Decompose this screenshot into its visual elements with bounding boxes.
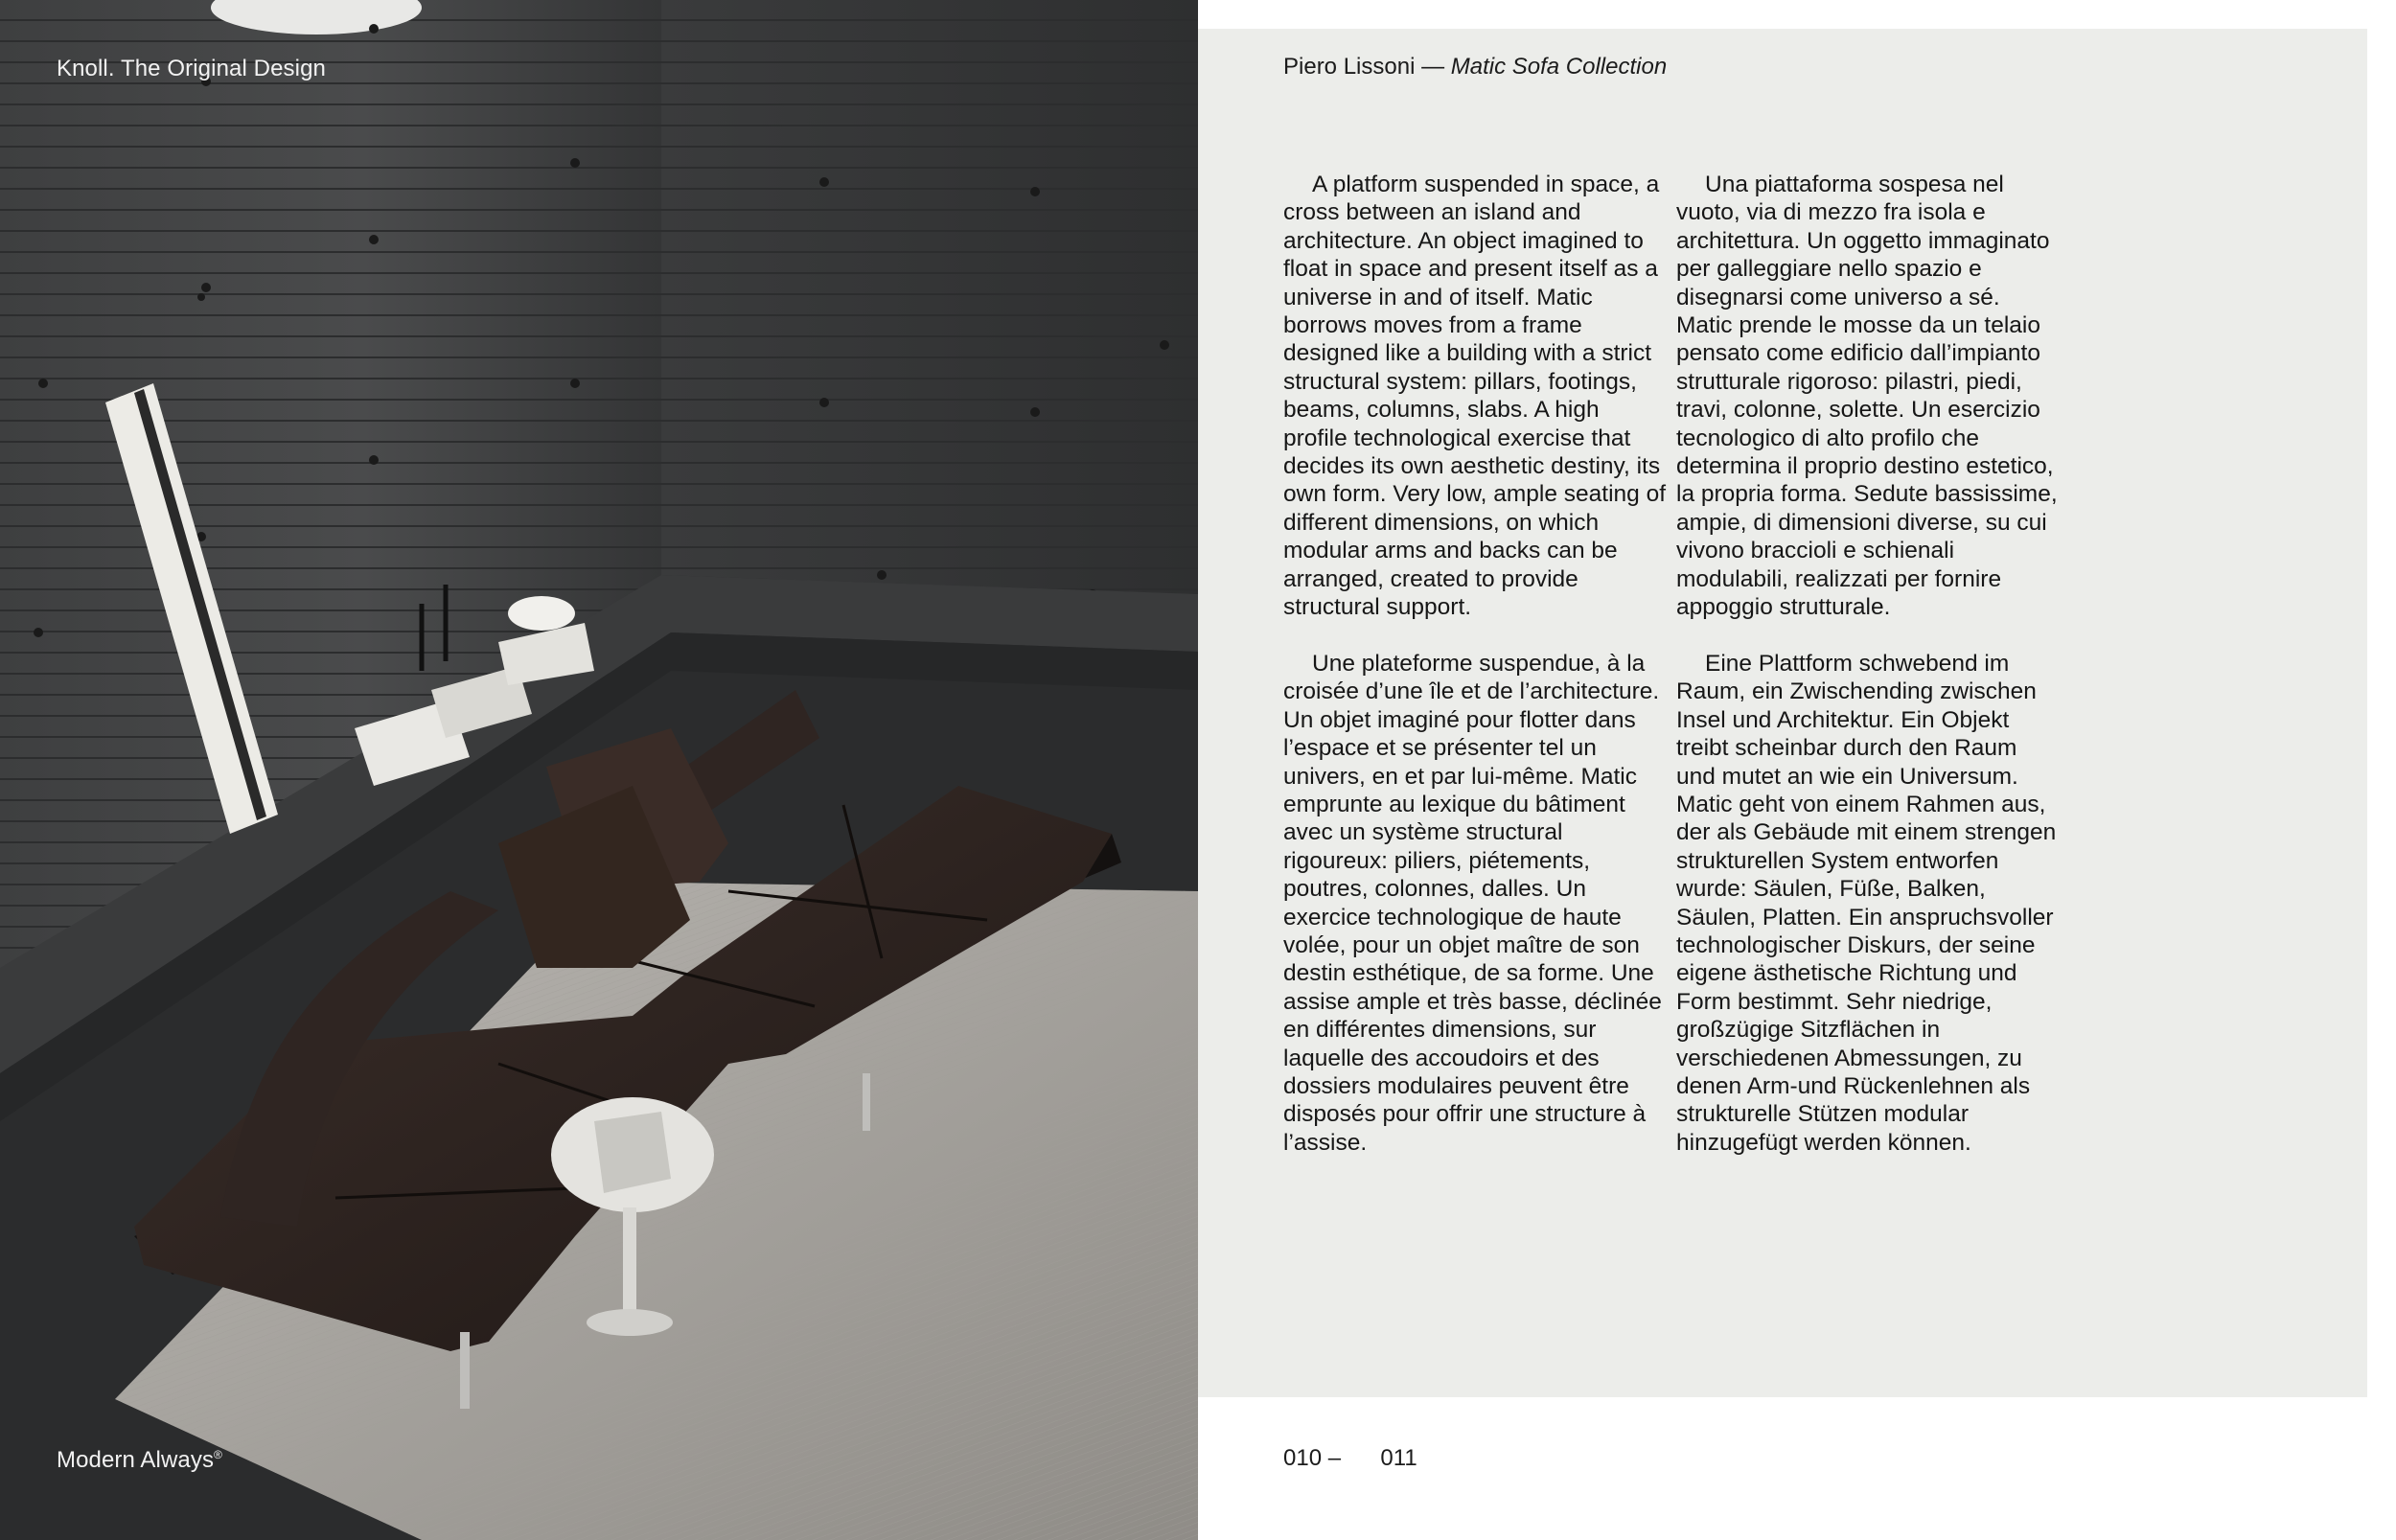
- tagline: [57, 1447, 222, 1474]
- text-column-2: [1676, 171, 2060, 1157]
- page-numbers: [1283, 1445, 1417, 1472]
- paragraph-german: Eine Plattform schwebend im Raum, ein Zwischending zwischen Insel und Architektur. Ein Objekt treibt scheinbar durch den Raum und mutet an wie ein Universum. Matic geht von einem Rahmen aus, der als Gebäude mit einem strengen strukturellen System entworfen wurde: Säulen, Füße, Balken, Säulen, Platten. Ein anspruchsvoller technologischer Diskurs, der seine eigene ästhetische Richtung und Form bestimmt. Sehr niedrige, großzügige Sitzflächen in verschiedenen Abmessungen, zu denen Arm-und Rückenlehnen als strukturelle Stützen modular hinzugefügt werden können.: [1676, 650, 2057, 1156]
- brand-label: Knoll. The Original Design: [57, 56, 326, 81]
- text-column-1: [1283, 171, 1667, 1157]
- designer-name: Piero Lissoni —: [1283, 54, 1445, 80]
- paragraph-french: Une plateforme suspendue, à la croisée d’une île et de l’architecture. Un objet imaginé pour flotter dans l’espace et se présenter tel un univers, en et par lui-même. Matic emprunte au lexique du bâtiment avec un système structural rigoureux: piliers, piétements, poutres, colonnes, dalles. Un exercice technologique de haute volée, pour un objet maître de son destin esthétique, de sa forme. Une assise ample et très basse, déclinée en différentes dimensions, sur laquelle des accoudoirs et des dossiers modulaires peuvent être disposés pour offrir une structure à l’assise.: [1283, 650, 1662, 1156]
- paragraph-english: A platform suspended in space, a cross between an island and architecture. An object imagined to float in space and present itself as a universe in and of itself. Matic borrows moves from a frame designed like a building with a strict structural system: pillars, footings, beams, columns, slabs. A high profile technological exercise that decides its own aesthetic destiny, its own form. Very low, ample seating of different dimensions, on which modular arms and backs can be arranged, created to provide structural support.: [1283, 172, 1666, 621]
- paragraph-italian: Una piattaforma sospesa nel vuoto, via di mezzo fra isola e architettura. Un oggetto immaginato per galleggiare nello spazio e disegnarsi come universo a sé. Matic prende le mosse da un telaio pensato come edificio dall’impianto strutturale rigoroso: pilastri, piedi, travi, colonne, solette. Un esercizio tecnologico di alto profilo che determina il proprio destino estetico, la propria forma. Sedute bassissime, ampie, di dimensioni diverse, su cui vivono braccioli e schienali modulabili, realizzati per fornire appoggio strutturale.: [1676, 172, 2058, 621]
- tagline-text: Modern Always: [57, 1447, 215, 1473]
- spread-header: [1283, 54, 1667, 80]
- page-number-left: 010 –: [1283, 1445, 1342, 1471]
- collection-title: Matic Sofa Collection: [1450, 54, 1668, 80]
- registered-mark: ®: [214, 1448, 222, 1461]
- page-number-right: 011: [1380, 1445, 1417, 1471]
